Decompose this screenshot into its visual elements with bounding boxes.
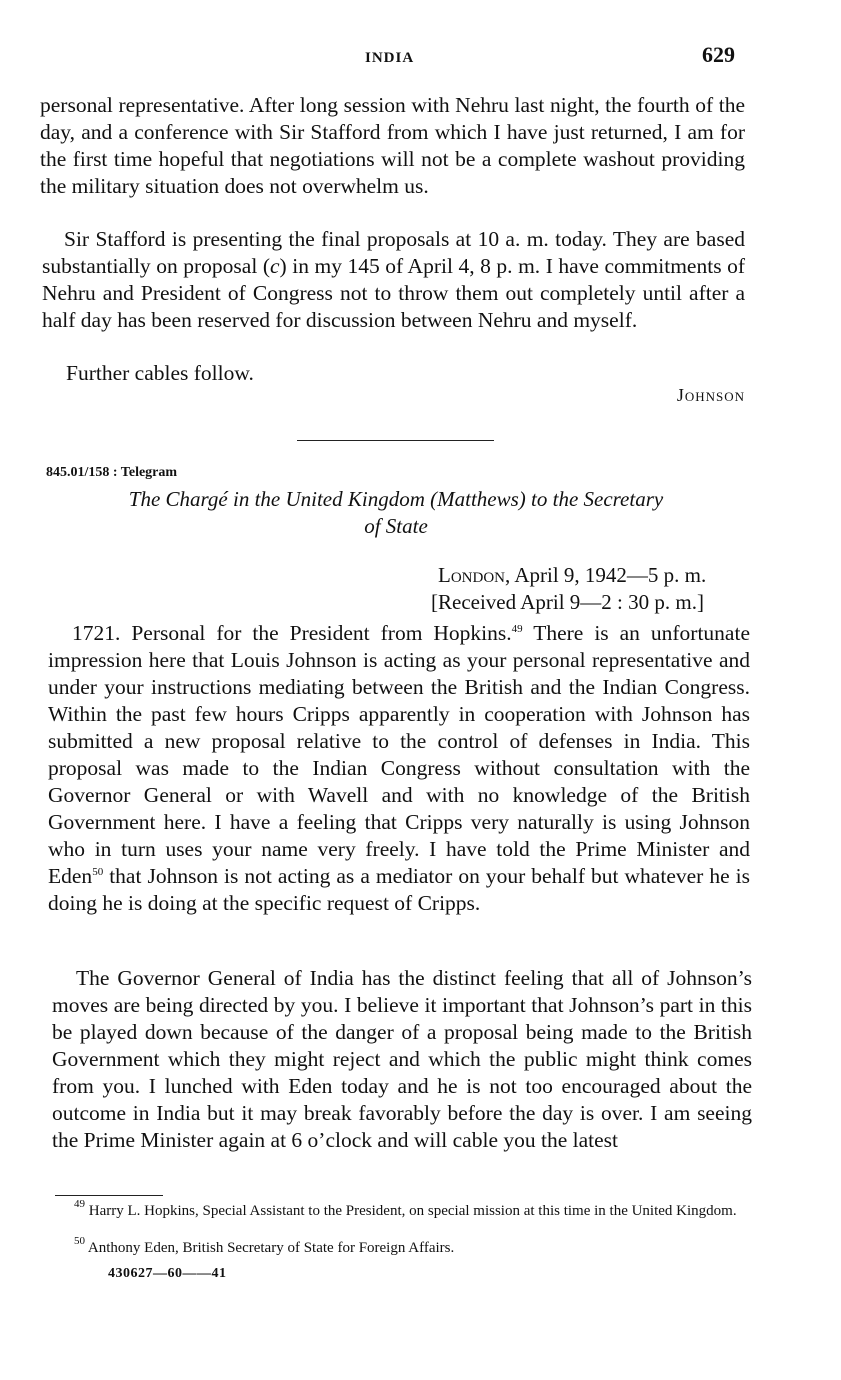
paragraph-further-cables: Further cables follow. — [66, 361, 254, 385]
paragraph-telegram-1721 — [48, 620, 750, 917]
dateline-date: April 9, 1942—5 p. m. — [510, 563, 707, 587]
footnote-ref-49[interactable]: 49 — [511, 623, 523, 635]
received-line: [Received April 9—2 : 30 p. m.] — [431, 590, 704, 614]
file-number: 845.01/158 : Telegram — [46, 465, 178, 480]
p2-italic-letter: c — [270, 254, 280, 278]
paragraph-governor-general: The Governor General of India has the distinct feeling that all of Johnson’s moves are being directed by you. I believe it important that Johnson’s part in this be played down because of the danger of a proposal being made to the British Government which they might reject and which the public might think comes from you. I lunched with Eden today and he is not too encouraged about the outcome in India but it may break favorably before the day is over. I am seeing the Prime Minister again at 6 o’clock and will cable you the latest — [52, 966, 752, 1152]
p4-text-before: 1721. Personal for the President from Hopkins. — [72, 621, 512, 645]
document-heading — [44, 486, 748, 540]
footnote-ref-50[interactable]: 50 — [92, 866, 104, 878]
footnote-50-text: Anthony Eden, British Secretary of State for Foreign Affairs. — [85, 1240, 455, 1256]
p2-text-before: Sir Stafford is presenting the final proposals at 10 a. m. today. They are based substantially on proposal ( — [42, 227, 745, 278]
paragraph-continued: personal representative. After long session with Nehru last night, the fourth of the day, and a conference with Sir Stafford from which I have just returned, I am for the first time hopeful that negotiations will not be a complete washout providing the military situation does not overwhelm us. — [40, 93, 745, 198]
p4-text-middle: There is an unfortunate impression here that Louis Johnson is acting as your personal representative and under your instructions mediating between the British and the Indian Congress. Within the past few hours Cripps apparently in cooperation with Johnson has submitted a new proposal relative to the control of defenses in India. This proposal was made to the Indian Congress without consultation with the Governor General or with Wavell and with no knowledge of the British Government here. I have a feeling that Cripps very naturally is using Johnson who in turn uses your name very freely. I have told the Prime Minister and Eden — [48, 621, 750, 888]
footnote-49 — [52, 1198, 757, 1219]
signature-johnson: Johnson — [676, 385, 745, 405]
dateline — [438, 562, 706, 589]
footnote-49-mark: 49 — [74, 1198, 85, 1210]
p4-text-after: that Johnson is not acting as a mediator on your behalf but whatever he is doing he is doing at the specific request of Cripps. — [48, 864, 750, 915]
heading-line-2: of State — [364, 514, 428, 538]
paragraph-final-proposals — [42, 226, 745, 334]
footnote-50-mark: 50 — [74, 1235, 85, 1247]
dateline-city: London, — [438, 563, 511, 587]
footnote-49-text: Harry L. Hopkins, Special Assistant to the President, on special mission at this time in the United Kingdom. — [85, 1203, 737, 1219]
running-head-title: INDIA — [365, 50, 415, 66]
page-number: 629 — [702, 42, 735, 67]
footnote-50 — [52, 1235, 757, 1256]
footnote-divider — [55, 1195, 163, 1196]
print-code: 430627—60——41 — [108, 1266, 227, 1281]
heading-line-1: The Chargé in the United Kingdom (Matthews) to the Secretary — [128, 487, 664, 511]
section-divider — [297, 440, 494, 441]
p2-text-after: ) in my 145 of April 4, 8 p. m. I have commitments of Nehru and President of Congress not to throw them out completely until after a half day has been reserved for discussion between Nehru and myself. — [42, 254, 745, 332]
